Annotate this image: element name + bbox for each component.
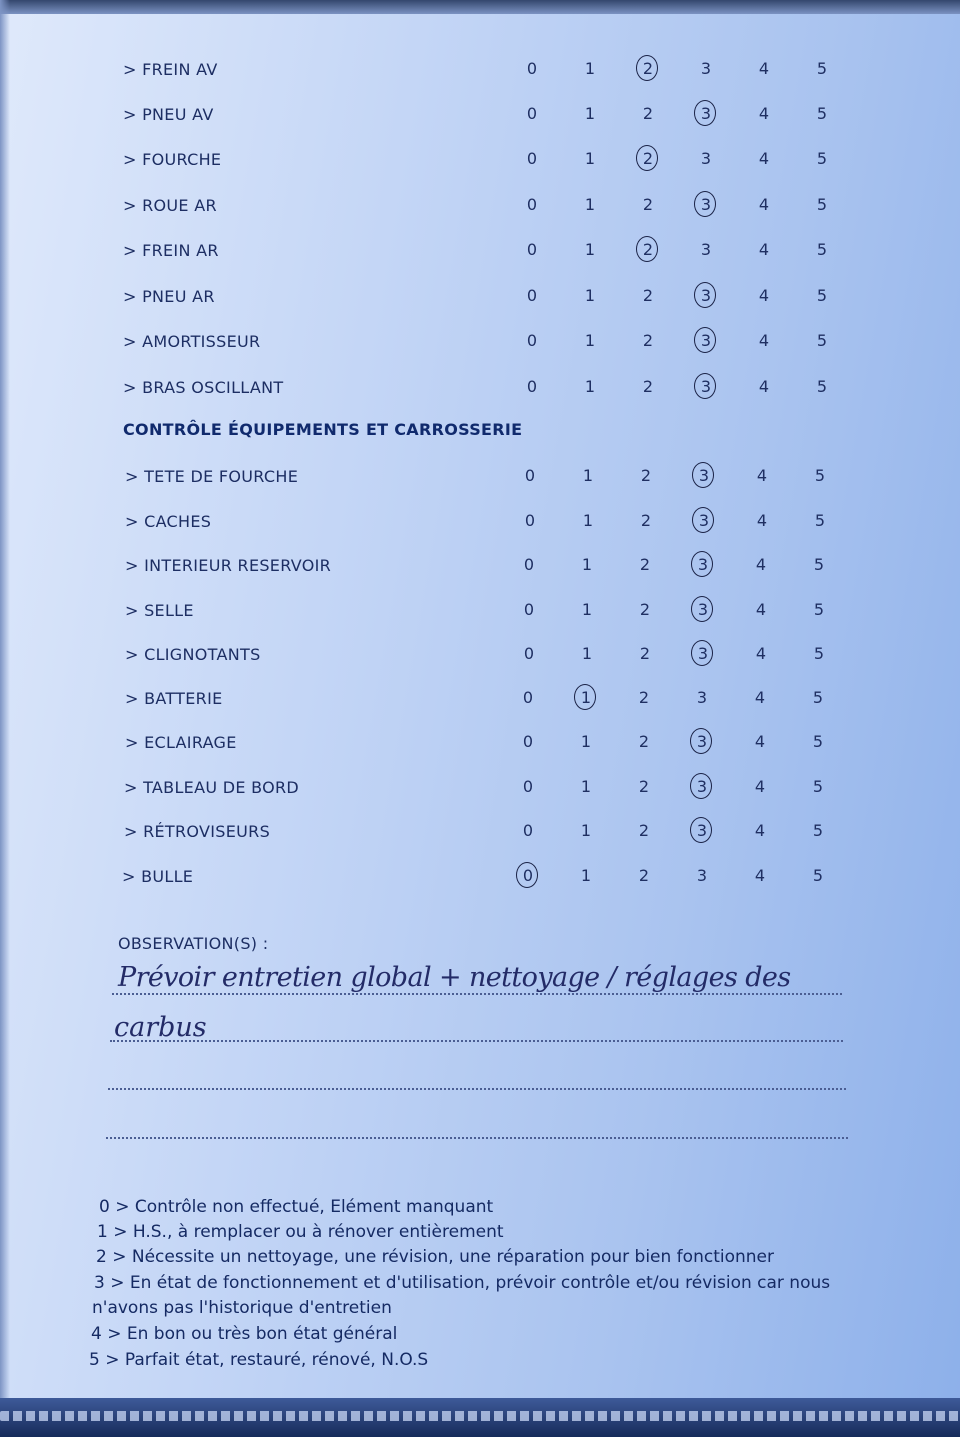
score-option: 2 [640,511,652,530]
score-option: 5 [812,732,824,751]
rating-row-label: > TABLEAU DE BORD [124,778,300,797]
rating-row [0,237,960,265]
circled-score: 1 [576,688,596,707]
score-option: 0 [526,149,538,168]
score-option: 2 [639,600,651,619]
score-option: 4 [755,600,767,619]
score-option: 4 [754,688,766,707]
score-option: 2 [642,104,654,123]
score-option: 4 [754,777,766,796]
score-option: 4 [758,104,770,123]
score-option: 5 [816,104,828,123]
score-option: 2 [642,195,654,214]
score-option: 2 [638,777,650,796]
score-option: 5 [813,644,825,663]
score-option: 1 [584,377,596,396]
score-option: 0 [526,195,538,214]
section-title: CONTRÔLE ÉQUIPEMENTS ET CARROSSERIE [123,420,523,439]
rating-row [0,328,960,356]
score-option: 5 [814,511,826,530]
circled-score: 3 [694,511,714,530]
score-option: 4 [758,286,770,305]
rating-row [0,508,960,536]
score-option: 3 [696,688,708,707]
score-option: 0 [526,104,538,123]
circled-score: 3 [696,104,716,123]
score-option: 3 [696,866,708,885]
rating-row-label: > RÉTROVISEURS [124,822,271,841]
legend-line: 0 > Contrôle non effectué, Elément manquant [99,1197,494,1217]
score-option: 5 [816,149,828,168]
score-option: 1 [580,732,592,751]
score-option: 0 [523,600,535,619]
score-option: 5 [812,821,824,840]
rating-row-label: > FREIN AV [123,60,218,79]
score-option: 0 [522,688,534,707]
score-option: 1 [582,511,594,530]
rating-row-label: > TETE DE FOURCHE [125,467,299,486]
observation-line [110,1040,843,1042]
score-option: 0 [526,377,538,396]
rating-row [0,641,960,669]
legend-line: 1 > H.S., à remplacer ou à rénover entièrement [97,1222,504,1242]
rating-row-label: > ECLAIRAGE [125,733,237,752]
score-option: 0 [524,466,536,485]
rating-row-label: > CACHES [125,512,212,531]
score-option: 4 [755,644,767,663]
score-option: 1 [580,777,592,796]
score-option: 0 [522,732,534,751]
rating-row-label: > BATTERIE [125,689,223,708]
score-option: 3 [700,59,712,78]
score-option: 2 [640,466,652,485]
rating-row [0,863,960,891]
score-option: 1 [581,555,593,574]
score-option: 4 [758,195,770,214]
score-option: 1 [581,600,593,619]
rating-row [0,283,960,311]
score-option: 5 [816,286,828,305]
rating-row [0,818,960,846]
score-option: 2 [642,377,654,396]
score-option: 3 [700,240,712,259]
score-option: 1 [581,644,593,663]
score-option: 5 [812,777,824,796]
score-option: 5 [812,688,824,707]
circled-score: 3 [692,732,712,751]
circled-score: 3 [696,331,716,350]
score-option: 2 [639,555,651,574]
score-option: 4 [754,732,766,751]
score-option: 5 [816,240,828,259]
score-option: 1 [580,866,592,885]
rating-row [0,729,960,757]
rating-row [0,374,960,402]
observation-line [106,1137,848,1139]
score-option: 0 [523,555,535,574]
circled-score: 3 [696,377,716,396]
score-option: 1 [584,195,596,214]
circled-score: 3 [692,777,712,796]
circled-score: 3 [693,555,713,574]
score-option: 1 [580,821,592,840]
circled-score: 3 [693,600,713,619]
score-option: 1 [584,240,596,259]
score-option: 0 [522,821,534,840]
score-option: 0 [526,240,538,259]
circled-score: 2 [638,149,658,168]
score-option: 2 [639,644,651,663]
circled-score: 3 [693,644,713,663]
score-option: 0 [523,644,535,663]
score-option: 2 [638,821,650,840]
score-option: 4 [754,866,766,885]
rating-row [0,192,960,220]
score-option: 3 [700,149,712,168]
rating-row-label: > PNEU AR [123,287,215,306]
circled-score: 3 [696,195,716,214]
rating-row-label: > BULLE [122,867,194,886]
score-option: 1 [584,286,596,305]
score-option: 2 [642,331,654,350]
score-option: 2 [638,732,650,751]
plastic-sleeve-top [0,0,960,14]
circled-score: 2 [638,59,658,78]
score-option: 4 [756,511,768,530]
score-option: 5 [814,466,826,485]
score-option: 1 [582,466,594,485]
rating-row [0,146,960,174]
rating-row-label: > CLIGNOTANTS [125,645,261,664]
score-option: 0 [524,511,536,530]
rating-row [0,774,960,802]
score-option: 4 [758,377,770,396]
score-option: 0 [522,777,534,796]
score-option: 4 [758,149,770,168]
sleeve-perforations [0,1411,960,1421]
rating-row-label: > FOURCHE [123,150,222,169]
rating-row [0,685,960,713]
rating-row-label: > FREIN AR [123,241,219,260]
score-option: 1 [584,59,596,78]
rating-row-label: > PNEU AV [123,105,214,124]
circled-score: 2 [638,240,658,259]
legend-line: n'avons pas l'historique d'entretien [92,1298,392,1318]
score-option: 4 [754,821,766,840]
rating-row [0,463,960,491]
score-option: 5 [816,377,828,396]
score-option: 0 [526,286,538,305]
score-option: 1 [584,104,596,123]
rating-row [0,56,960,84]
legend-line: 5 > Parfait état, restauré, rénové, N.O.S [89,1350,429,1370]
legend-line: 4 > En bon ou très bon état général [91,1324,398,1344]
score-option: 4 [758,240,770,259]
score-option: 5 [816,59,828,78]
score-option: 4 [758,331,770,350]
score-option: 5 [812,866,824,885]
rating-row-label: > AMORTISSEUR [123,332,261,351]
score-option: 0 [526,331,538,350]
circled-score: 3 [692,821,712,840]
legend-line: 3 > En état de fonctionnement et d'utilisation, prévoir contrôle et/ou révision car nous [94,1273,831,1293]
score-option: 2 [638,688,650,707]
observation-line [112,993,842,995]
score-option: 5 [813,555,825,574]
rating-row [0,597,960,625]
score-option: 5 [816,331,828,350]
rating-row [0,101,960,129]
score-option: 2 [638,866,650,885]
observation-handwriting-line-2: carbus [114,1012,207,1043]
observation-line [108,1088,846,1090]
legend-line: 2 > Nécessite un nettoyage, une révision, une réparation pour bien fonctionner [96,1247,774,1267]
score-option: 4 [755,555,767,574]
rating-row-label: > INTERIEUR RESERVOIR [125,556,332,575]
observations-label: OBSERVATION(S) : [118,934,269,953]
rating-row-label: > SELLE [125,601,194,620]
score-option: 1 [584,149,596,168]
observation-handwriting-line-1: Prévoir entretien global + nettoyage / réglages des [118,962,791,993]
score-option: 1 [584,331,596,350]
circled-score: 0 [518,866,538,885]
circled-score: 3 [696,286,716,305]
rating-row [0,552,960,580]
score-option: 2 [642,286,654,305]
score-option: 4 [758,59,770,78]
rating-row-label: > BRAS OSCILLANT [123,378,284,397]
score-option: 5 [816,195,828,214]
score-option: 4 [756,466,768,485]
score-option: 5 [813,600,825,619]
score-option: 0 [526,59,538,78]
circled-score: 3 [694,466,714,485]
rating-row-label: > ROUE AR [123,196,217,215]
